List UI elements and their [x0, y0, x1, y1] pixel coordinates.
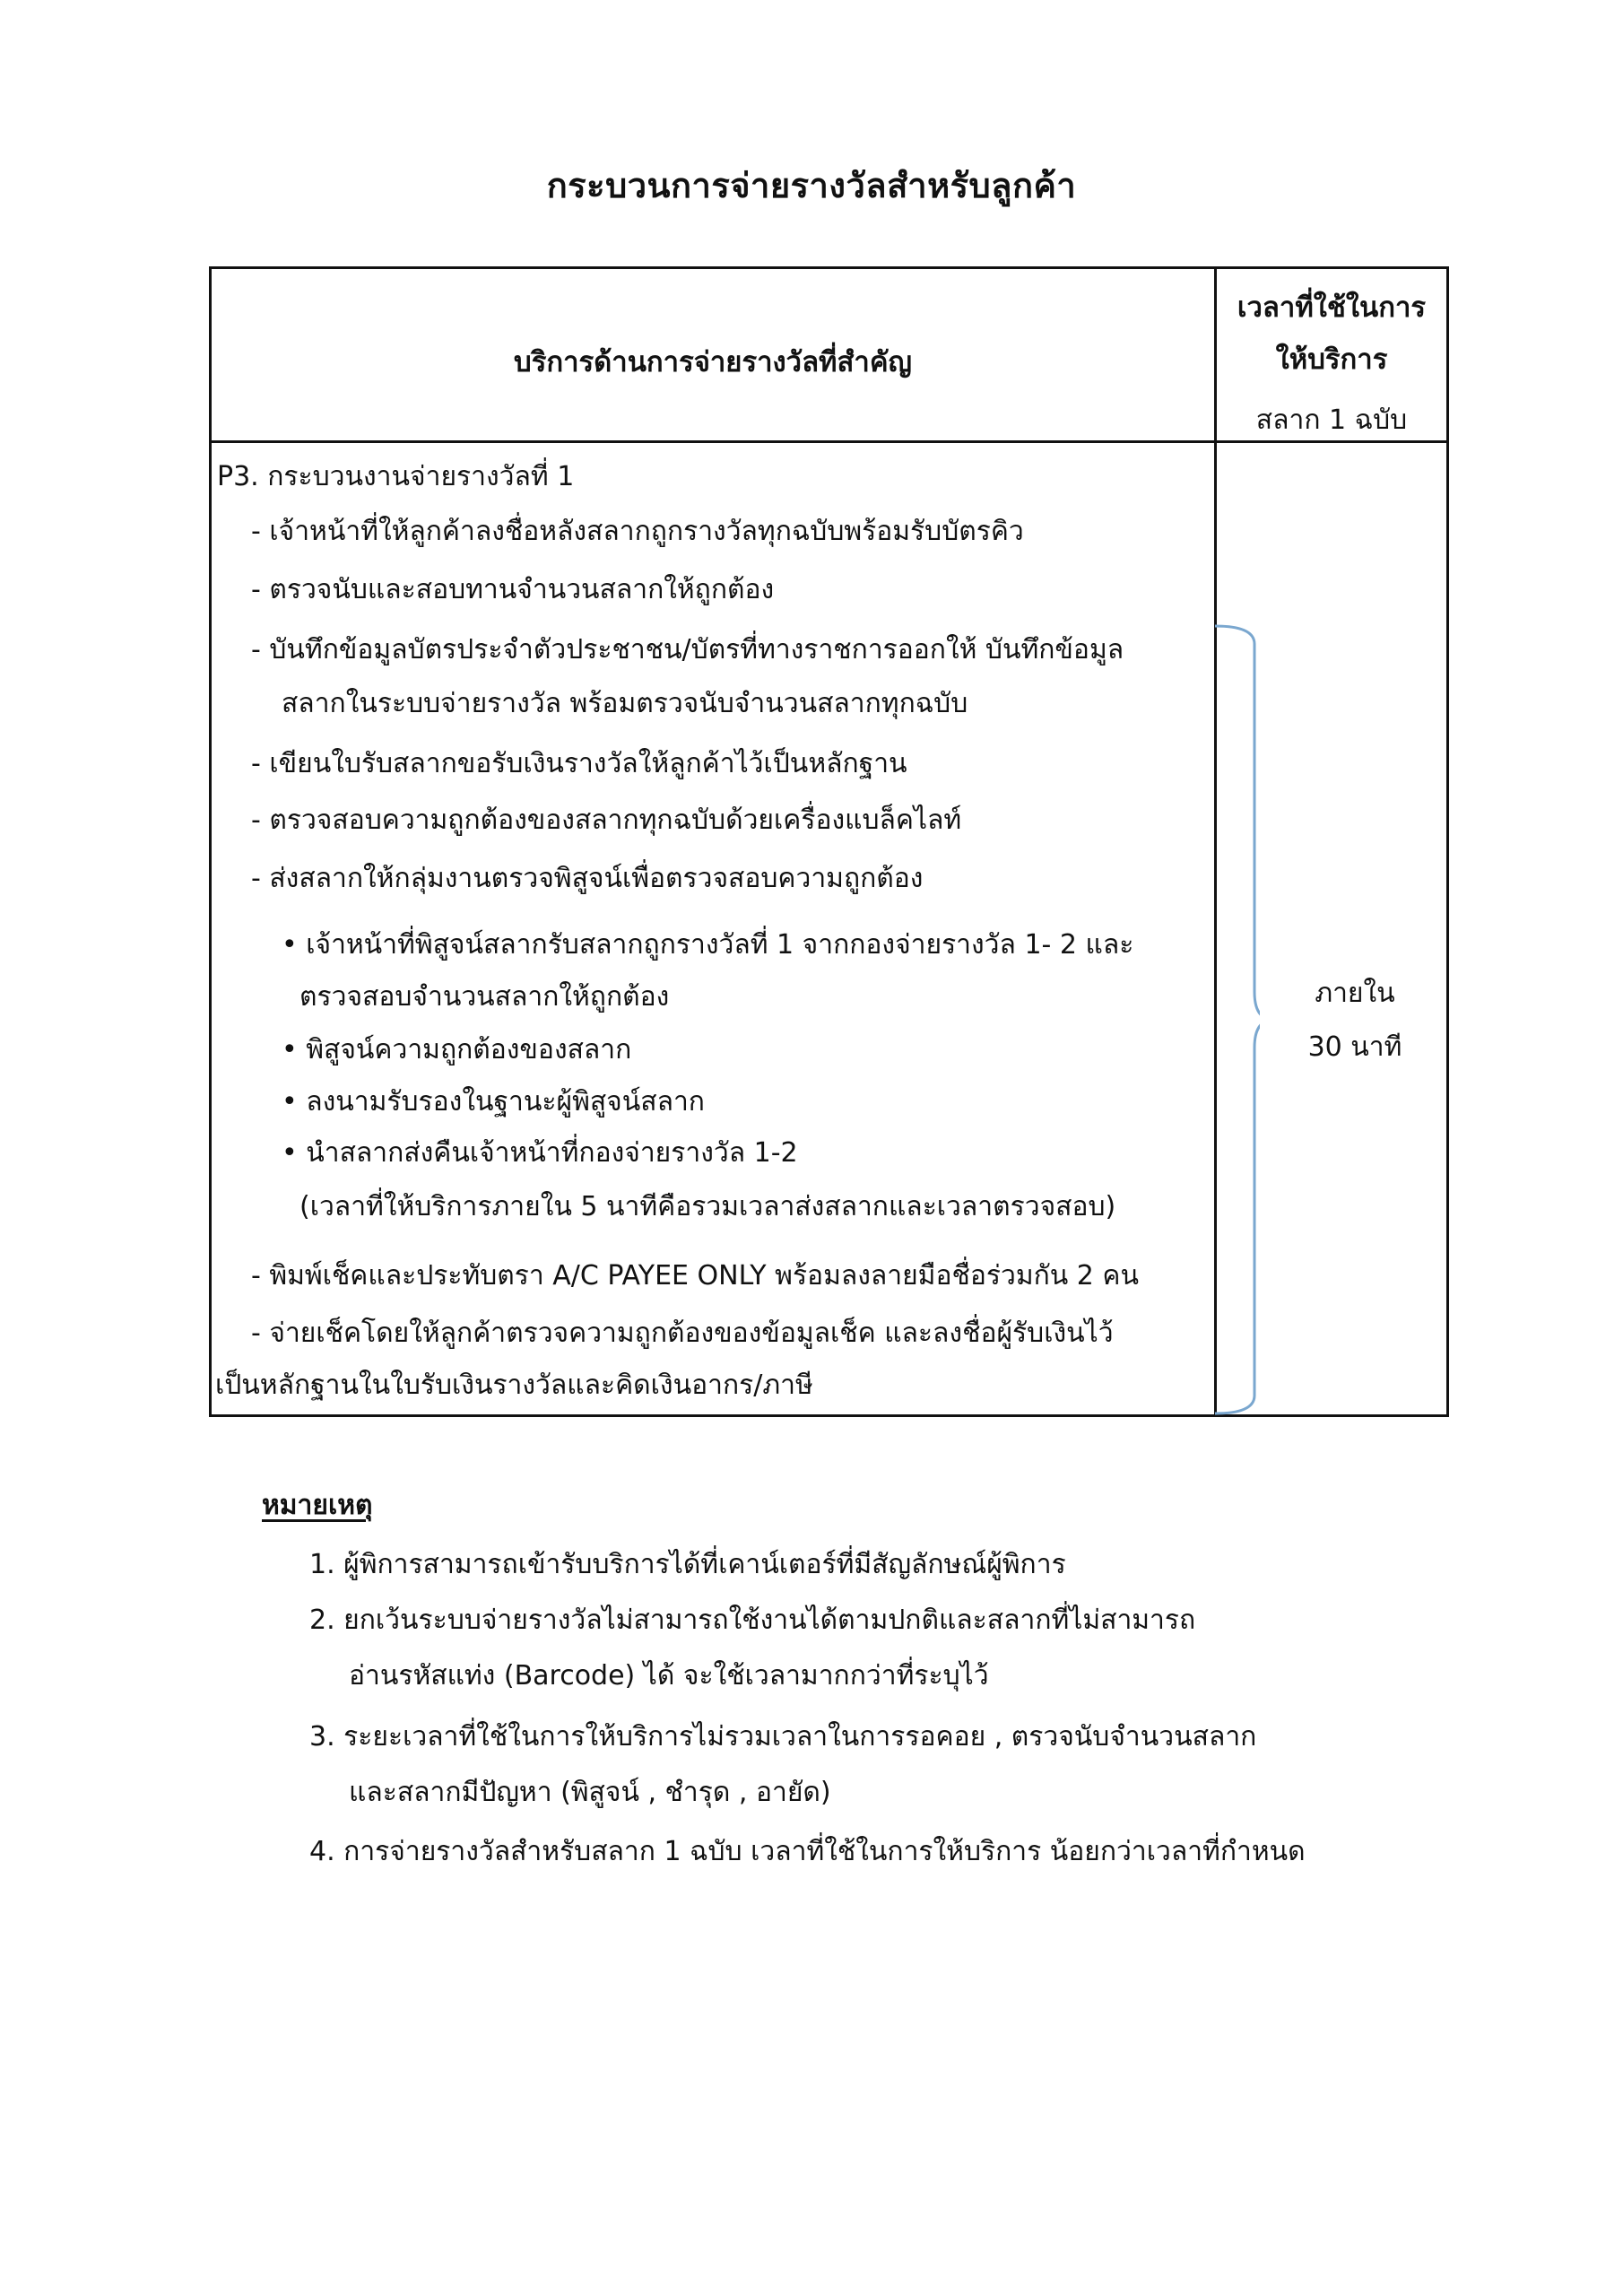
- process-step: - ตรวจสอบความถูกต้องของสลากทุกฉบับด้วยเครื่องแบล็คไลท์: [251, 804, 962, 836]
- process-step: - เขียนใบรับสลากขอรับเงินรางวัลให้ลูกค้าไว้เป็นหลักฐาน: [251, 748, 907, 779]
- note-item-continued: และสลากมีปัญหา (พิสูจน์ , ชำรุด , อายัด): [349, 1777, 831, 1808]
- note-item: 3. ระยะเวลาที่ใช้ในการให้บริการไม่รวมเวลาในการรอคอย , ตรวจนับจำนวนสลาก: [309, 1721, 1257, 1752]
- process-step-continued: เป็นหลักฐานในใบรับเงินรางวัลและคิดเงินอากร/ภาษี: [215, 1370, 813, 1401]
- notes-title: หมายเหตุ: [262, 1490, 373, 1521]
- process-step-continued: สลากในระบบจ่ายรางวัล พร้อมตรวจนับจำนวนสลากทุกฉบับ: [282, 688, 968, 719]
- time-value-line2: 30 นาที: [1307, 1031, 1402, 1063]
- note-item: 2. ยกเว้นระบบจ่ายรางวัลไม่สามารถใช้งานได้ตามปกติและสลากที่ไม่สามารถ: [309, 1605, 1196, 1636]
- curly-brace-icon: [1213, 624, 1260, 1415]
- service-column-header: บริการด้านการจ่ายรางวัลที่สำคัญ: [514, 345, 912, 378]
- document-title: กระบวนการจ่ายรางวัลสำหรับลูกค้า: [546, 166, 1077, 205]
- time-header-line1: เวลาที่ใช้ในการ: [1237, 291, 1427, 324]
- service-table: [209, 266, 1449, 1417]
- time-header-line3: สลาก 1 ฉบับ: [1255, 404, 1408, 436]
- time-value-line1: ภายใน: [1315, 978, 1395, 1009]
- verification-bullet: • พิสูจน์ความถูกต้องของสลาก: [282, 1034, 632, 1065]
- process-step: - จ่ายเช็คโดยให้ลูกค้าตรวจความถูกต้องของข้อมูลเช็ค และลงชื่อผู้รับเงินไว้: [251, 1318, 1114, 1349]
- verification-note: (เวลาที่ให้บริการภายใน 5 นาทีคือรวมเวลาส่งสลากและเวลาตรวจสอบ): [299, 1191, 1116, 1222]
- verification-bullet-continued: ตรวจสอบจำนวนสลากให้ถูกต้อง: [299, 981, 670, 1013]
- process-heading: P3. กระบวนงานจ่ายรางวัลที่ 1: [217, 461, 575, 492]
- process-step: - ตรวจนับและสอบทานจำนวนสลากให้ถูกต้อง: [251, 574, 775, 605]
- note-item: 4. การจ่ายรางวัลสำหรับสลาก 1 ฉบับ เวลาที่ใช้ในการให้บริการ น้อยกว่าเวลาที่กำหนด: [309, 1836, 1306, 1867]
- time-header-line2: ให้บริการ: [1275, 344, 1388, 376]
- process-step: - บันทึกข้อมูลบัตรประจำตัวประชาชน/บัตรที่ทางราชการออกให้ บันทึกข้อมูล: [251, 634, 1124, 665]
- time-column-header: [1217, 282, 1446, 448]
- process-step: - เจ้าหน้าที่ให้ลูกค้าลงชื่อหลังสลากถูกรางวัลทุกฉบับพร้อมรับบัตรคิว: [251, 516, 1024, 547]
- note-item: 1. ผู้พิการสามารถเข้ารับบริการได้ที่เคาน์เตอร์ที่มีสัญลักษณ์ผู้พิการ: [309, 1549, 1066, 1580]
- verification-bullet: • เจ้าหน้าที่พิสูจน์สลากรับสลากถูกรางวัลที่ 1 จากกองจ่ายรางวัล 1- 2 และ: [282, 929, 1134, 961]
- process-step: - ส่งสลากให้กลุ่มงานตรวจพิสูจน์เพื่อตรวจสอบความถูกต้อง: [251, 863, 924, 894]
- verification-bullet: • นำสลากส่งคืนเจ้าหน้าที่กองจ่ายรางวัล 1-2: [282, 1137, 798, 1169]
- process-step: - พิมพ์เช็คและประทับตรา A/C PAYEE ONLY พร้อมลงลายมือชื่อร่วมกัน 2 คน: [251, 1260, 1139, 1292]
- note-item-continued: อ่านรหัสแท่ง (Barcode) ได้ จะใช้เวลามากกว่าที่ระบุไว้: [349, 1660, 989, 1692]
- verification-bullet: • ลงนามรับรองในฐานะผู้พิสูจน์สลาก: [282, 1086, 705, 1118]
